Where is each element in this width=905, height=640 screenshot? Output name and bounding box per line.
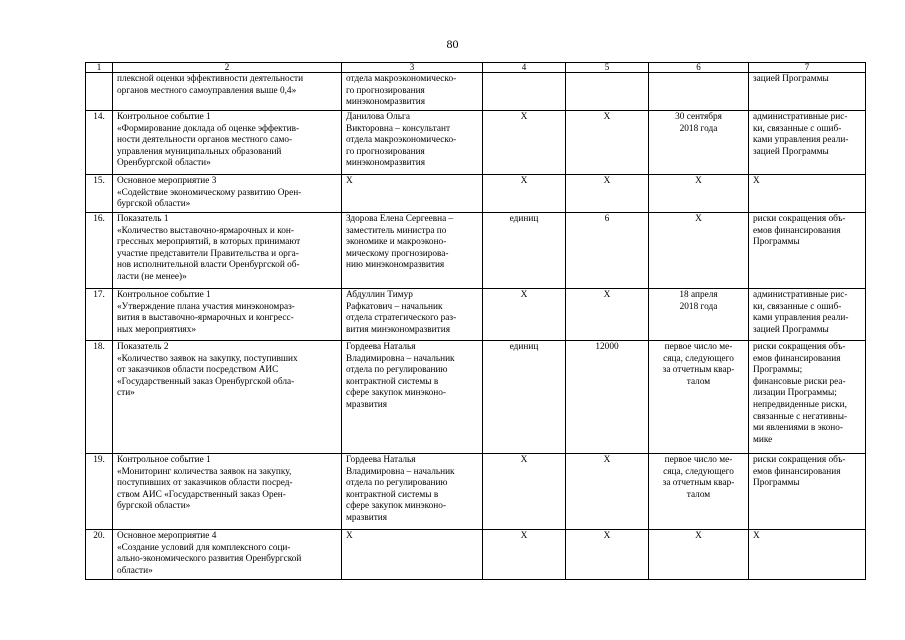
responsible-person-cell: Х [342,175,483,213]
unit-of-measure-cell: единиц [483,213,566,289]
row-number-cell: 14. [86,111,113,175]
target-value-cell: Х [566,454,649,530]
table-row [86,454,866,530]
table-row [86,175,866,213]
column-header: 7 [749,63,866,73]
target-value-cell: 6 [566,213,649,289]
event-name-cell: Контрольное событие 1 «Мониторинг количества заявок на закупку, поступивших от заказчиков области посред- ством АИС «Государственный заказ Орен- бургской области» [113,454,342,530]
event-name-cell: Контрольное событие 1 «Утверждение плана участия минэкономраз- вития в выставочно-ярмарочных и конгресс- ных мероприятиях» [113,289,342,341]
deadline-cell: Х [649,175,749,213]
unit-of-measure-cell: Х [483,111,566,175]
row-number-cell: 16. [86,213,113,289]
deadline-cell: первое число ме- сяца, следующего за отчетным квар- талом [649,341,749,454]
responsible-person-cell: Здорова Елена Сергеевна – заместитель министра по экономике и макроэконо- мическому прогнозирова- нию минэкономразвития [342,213,483,289]
responsible-person-cell: Гордеева Наталья Владимировна – начальник отдела по регулированию контрактной системы в сфере закупок минэконо- мразвития [342,454,483,530]
table-row [86,530,866,580]
deadline-cell: 30 сентября 2018 года [649,111,749,175]
column-header: 4 [483,63,566,73]
unit-of-measure-cell: Х [483,530,566,580]
unit-of-measure-cell: Х [483,289,566,341]
unit-of-measure-cell: Х [483,175,566,213]
unit-of-measure-cell [483,73,566,111]
column-header: 3 [342,63,483,73]
risks-cell: административные рис- ки, связанные с ошиб- ками управления реали- зацией Программы [749,289,866,341]
target-value-cell: Х [566,289,649,341]
row-number-cell: 19. [86,454,113,530]
risks-cell: Х [749,530,866,580]
event-name-cell: Показатель 1 «Количество выставочно-ярмарочных и кон- грессных мероприятий, в которых принимают участие представители Правительства и орга- нов исполнительной власти Оренбургской об- ласти (не менее)» [113,213,342,289]
risks-cell: Х [749,175,866,213]
unit-of-measure-cell: единиц [483,341,566,454]
deadline-cell [649,73,749,111]
column-header: 5 [566,63,649,73]
responsible-person-cell: отдела макроэкономическо- го прогнозирования минэкономразвития [342,73,483,111]
target-value-cell: Х [566,175,649,213]
target-value-cell: Х [566,530,649,580]
risks-cell: зацией Программы [749,73,866,111]
event-name-cell: плексной оценки эффективности деятельности органов местного самоуправления выше 0,4» [113,73,342,111]
deadline-cell: Х [649,530,749,580]
table-row [86,111,866,175]
risks-cell: риски сокращения объ- емов финансирования Программы; финансовые риски реа- лизации Программы; непредвиденные риски, связанные с негативны- ми явлениями в эконо- мике [749,341,866,454]
column-header: 6 [649,63,749,73]
deadline-cell: Х [649,213,749,289]
program-table [85,62,866,580]
event-name-cell: Основное мероприятие 3 «Содействие экономическому развитию Орен- бургской области» [113,175,342,213]
table-row [86,73,866,111]
unit-of-measure-cell: Х [483,454,566,530]
row-number-cell: 17. [86,289,113,341]
responsible-person-cell: Абдуллин Тимур Рафкатович – начальник отдела стратегического раз- вития минэкономразвития [342,289,483,341]
risks-cell: риски сокращения объ- емов финансирования Программы [749,454,866,530]
risks-cell: риски сокращения объ- емов финансирования Программы [749,213,866,289]
table-row [86,341,866,454]
responsible-person-cell: Х [342,530,483,580]
risks-cell: административные рис- ки, связанные с ошиб- ками управления реали- зацией Программы [749,111,866,175]
row-number-cell [86,73,113,111]
event-name-cell: Показатель 2 «Количество заявок на закупку, поступивших от заказчиков области посредством АИС «Государственный заказ Оренбургской обла- сти» [113,341,342,454]
responsible-person-cell: Гордеева Наталья Владимировна – начальник отдела по регулированию контрактной системы в сфере закупок минэконо- мразвития [342,341,483,454]
event-name-cell: Контрольное событие 1 «Формирование доклада об оценке эффектив- ности деятельности органов местного само- управления муниципальных образований Оренбургской области» [113,111,342,175]
row-number-cell: 18. [86,341,113,454]
header-row [86,63,866,73]
row-number-cell: 15. [86,175,113,213]
page-number: 80 [446,37,459,51]
row-number-cell: 20. [86,530,113,580]
target-value-cell [566,73,649,111]
table-row [86,213,866,289]
event-name-cell: Основное мероприятие 4 «Создание условий для комплексного соци- ально-экономического развития Оренбургской области» [113,530,342,580]
deadline-cell: 18 апреля 2018 года [649,289,749,341]
deadline-cell: первое число ме- сяца, следующего за отчетным квар- талом [649,454,749,530]
target-value-cell: 12000 [566,341,649,454]
target-value-cell: Х [566,111,649,175]
column-header: 1 [86,63,113,73]
column-header: 2 [113,63,342,73]
table-row [86,289,866,341]
responsible-person-cell: Данилова Ольга Викторовна – консультант отдела макроэкономическо- го прогнозирования минэкономразвития [342,111,483,175]
